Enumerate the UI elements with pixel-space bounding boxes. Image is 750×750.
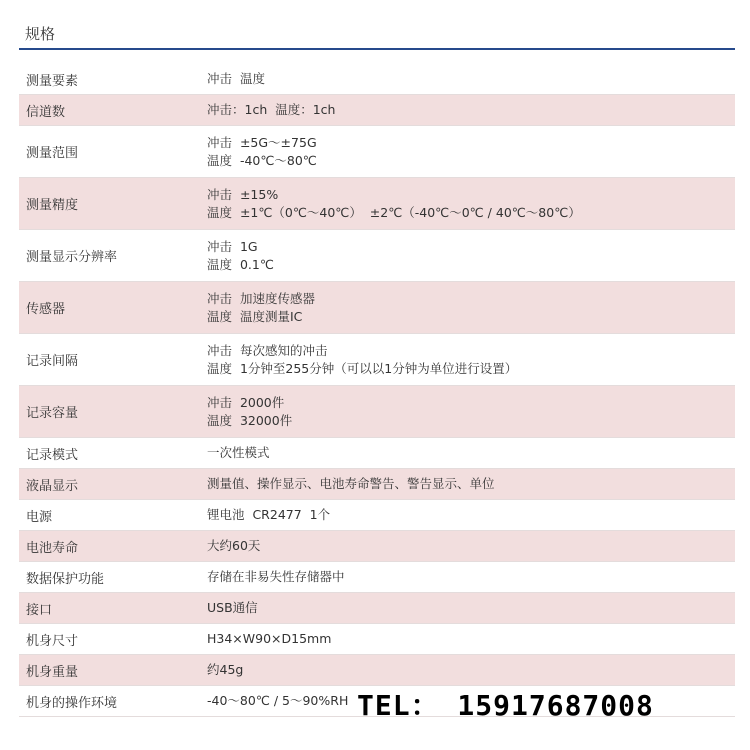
spec-row — [19, 126, 735, 178]
spec-row — [19, 178, 735, 230]
spec-row — [19, 624, 735, 655]
spec-value-line: 锂电池 CR2477 1个 — [207, 507, 331, 522]
spec-value — [200, 230, 735, 281]
spec-value-line: 冲击 加速度传感器 — [207, 290, 315, 306]
spec-label: 机身重量 — [26, 664, 79, 680]
spec-value — [200, 469, 735, 499]
phone-watermark: TEL： 15917687008 — [357, 689, 654, 722]
spec-row — [19, 230, 735, 282]
spec-value — [200, 593, 735, 623]
spec-value — [200, 126, 735, 177]
spec-value-line: 冲击 1G — [207, 238, 258, 254]
spec-value-line: 冲击 ±5G～±75G — [207, 134, 317, 150]
spec-header — [19, 18, 735, 50]
spec-value-line: USB通信 — [207, 600, 258, 615]
spec-value-line: 温度 ±1℃（0℃～40℃） ±2℃（-40℃～0℃ / 40℃～80℃） — [207, 204, 581, 220]
spec-label: 液晶显示 — [26, 478, 79, 494]
spec-label: 记录间隔 — [26, 354, 79, 369]
page-title: 规格 — [25, 25, 56, 43]
spec-table — [19, 64, 735, 717]
spec-value-line: 温度 温度测量IC — [207, 308, 303, 324]
spec-value — [200, 624, 735, 654]
spec-value-line: -40～80℃ / 5～90%RH — [207, 693, 349, 708]
spec-value-line: 温度 -40℃～80℃ — [207, 152, 317, 168]
spec-value-line: 存储在非易失性存储器中 — [207, 569, 345, 584]
spec-row — [19, 64, 735, 95]
spec-value — [200, 178, 735, 229]
spec-value — [200, 562, 735, 592]
spec-row — [19, 469, 735, 500]
spec-label: 传感器 — [26, 302, 66, 317]
spec-value — [200, 438, 735, 468]
spec-value-line: 温度 0.1℃ — [207, 256, 274, 272]
spec-value — [200, 282, 735, 333]
spec-row — [19, 438, 735, 469]
spec-value-line: 温度 1分钟至255分钟（可以以1分钟为单位进行设置） — [207, 360, 518, 376]
spec-value-line: H34×W90×D15mm — [207, 631, 332, 646]
spec-label: 电池寿命 — [26, 540, 79, 556]
spec-value — [200, 655, 735, 685]
spec-value — [200, 334, 735, 385]
spec-value-line: 冲击 温度 — [207, 71, 265, 86]
spec-value-line: 测量值、操作显示、电池寿命警告、警告显示、单位 — [207, 476, 495, 491]
spec-label: 测量范围 — [26, 146, 79, 161]
spec-label: 记录容量 — [26, 406, 79, 421]
spec-label: 记录模式 — [26, 447, 79, 463]
spec-value-line: 冲击 ±15% — [207, 186, 279, 202]
spec-value-line: 冲击：1ch 温度：1ch — [207, 102, 336, 117]
spec-value-line: 约45g — [207, 662, 244, 677]
spec-value — [200, 531, 735, 561]
spec-row — [19, 95, 735, 126]
spec-row — [19, 655, 735, 686]
spec-label: 数据保护功能 — [26, 571, 105, 587]
spec-row — [19, 334, 735, 386]
spec-value-line: 大约60天 — [207, 538, 261, 553]
spec-label: 信道数 — [26, 104, 66, 120]
spec-label: 电源 — [26, 509, 53, 525]
spec-row — [19, 562, 735, 593]
spec-row — [19, 282, 735, 334]
spec-label: 机身尺寸 — [26, 633, 79, 649]
spec-value-line: 一次性模式 — [207, 445, 270, 460]
spec-label: 接口 — [26, 602, 53, 618]
spec-label: 测量显示分辨率 — [26, 250, 118, 265]
spec-value — [200, 64, 735, 94]
spec-row — [19, 500, 735, 531]
spec-row — [19, 593, 735, 624]
spec-row — [19, 531, 735, 562]
spec-label: 测量要素 — [26, 73, 79, 89]
spec-value-line: 冲击 2000件 — [207, 394, 285, 410]
spec-value — [200, 386, 735, 437]
spec-value — [200, 500, 735, 530]
spec-label: 机身的操作环境 — [26, 695, 118, 711]
spec-value — [200, 95, 735, 125]
spec-value-line: 温度 32000件 — [207, 412, 293, 428]
spec-label: 测量精度 — [26, 198, 79, 213]
spec-value-line: 冲击 每次感知的冲击 — [207, 342, 328, 358]
spec-row — [19, 386, 735, 438]
